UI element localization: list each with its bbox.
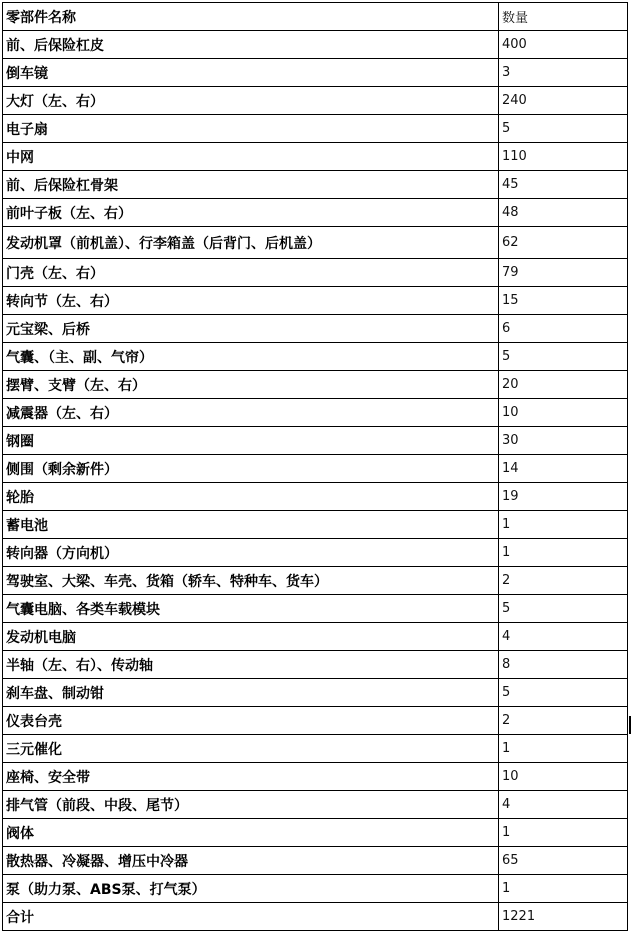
table-row (3, 567, 628, 595)
part-name-cell: 摆臂、支臂（左、右） (3, 371, 499, 399)
quantity-cell: 400 (499, 31, 628, 59)
part-name-cell: 蓄电池 (3, 511, 499, 539)
part-name-cell: 仪表台壳 (3, 707, 499, 735)
table-row (3, 143, 628, 171)
part-name-cell: 散热器、冷凝器、增压中冷器 (3, 847, 499, 875)
quantity-cell: 6 (499, 315, 628, 343)
table-row (3, 171, 628, 199)
table-row (3, 31, 628, 59)
part-name-cell: 转向器（方向机） (3, 539, 499, 567)
part-name-cell: 轮胎 (3, 483, 499, 511)
quantity-cell: 5 (499, 343, 628, 371)
parts-table-body (3, 3, 628, 931)
part-name-cell: 前叶子板（左、右） (3, 199, 499, 227)
part-name-cell: 三元催化 (3, 735, 499, 763)
quantity-cell: 110 (499, 143, 628, 171)
quantity-cell: 62 (499, 227, 628, 259)
table-row (3, 59, 628, 87)
quantity-cell: 1221 (499, 903, 628, 931)
part-name-cell: 门壳（左、右） (3, 259, 499, 287)
table-row (3, 483, 628, 511)
table-row (3, 847, 628, 875)
quantity-cell: 45 (499, 171, 628, 199)
table-row (3, 651, 628, 679)
part-name-cell: 刹车盘、制动钳 (3, 679, 499, 707)
quantity-cell: 48 (499, 199, 628, 227)
part-name-cell: 发动机罩（前机盖）、行李箱盖（后背门、后机盖） (3, 227, 499, 259)
quantity-cell: 10 (499, 399, 628, 427)
table-row (3, 115, 628, 143)
table-row (3, 707, 628, 735)
part-name-cell: 排气管（前段、中段、尾节） (3, 791, 499, 819)
part-name-cell: 钢圈 (3, 427, 499, 455)
quantity-cell: 19 (499, 483, 628, 511)
table-row (3, 595, 628, 623)
table-row (3, 199, 628, 227)
table-row (3, 287, 628, 315)
table-row (3, 763, 628, 791)
quantity-cell: 1 (499, 735, 628, 763)
table-row (3, 735, 628, 763)
header-part-name: 零部件名称 (3, 3, 499, 31)
quantity-cell: 240 (499, 87, 628, 115)
quantity-cell: 5 (499, 595, 628, 623)
part-name-cell: 侧围（剩余新件） (3, 455, 499, 483)
part-name-cell: 阀体 (3, 819, 499, 847)
table-row (3, 791, 628, 819)
table-row (3, 623, 628, 651)
quantity-cell: 79 (499, 259, 628, 287)
quantity-cell: 15 (499, 287, 628, 315)
table-row (3, 399, 628, 427)
part-name-cell: 气囊电脑、各类车载模块 (3, 595, 499, 623)
quantity-cell: 8 (499, 651, 628, 679)
quantity-cell: 5 (499, 115, 628, 143)
part-name-cell: 半轴（左、右）、传动轴 (3, 651, 499, 679)
header-quantity: 数量 (499, 3, 628, 31)
part-name-cell: 元宝梁、后桥 (3, 315, 499, 343)
part-name-cell: 泵（助力泵、ABS泵、打气泵） (3, 875, 499, 903)
part-name-cell: 大灯（左、右） (3, 87, 499, 115)
part-name-cell: 前、后保险杠皮 (3, 31, 499, 59)
table-header-row (3, 3, 628, 31)
quantity-cell: 14 (499, 455, 628, 483)
table-row (3, 903, 628, 931)
table-row (3, 87, 628, 115)
quantity-cell: 1 (499, 819, 628, 847)
part-name-cell: 倒车镜 (3, 59, 499, 87)
quantity-cell: 2 (499, 707, 628, 735)
part-name-cell: 发动机电脑 (3, 623, 499, 651)
quantity-cell: 1 (499, 511, 628, 539)
part-name-cell: 中网 (3, 143, 499, 171)
table-row (3, 875, 628, 903)
quantity-cell: 20 (499, 371, 628, 399)
table-row (3, 455, 628, 483)
parts-table (2, 2, 628, 931)
quantity-cell: 10 (499, 763, 628, 791)
part-name-cell: 前、后保险杠骨架 (3, 171, 499, 199)
table-row (3, 819, 628, 847)
part-name-cell: 合计 (3, 903, 499, 931)
table-row (3, 427, 628, 455)
table-row (3, 679, 628, 707)
quantity-cell: 30 (499, 427, 628, 455)
table-row (3, 371, 628, 399)
quantity-cell: 1 (499, 875, 628, 903)
part-name-cell: 气囊、（主、副、气帘） (3, 343, 499, 371)
part-name-cell: 电子扇 (3, 115, 499, 143)
quantity-cell: 5 (499, 679, 628, 707)
part-name-cell: 减震器（左、右） (3, 399, 499, 427)
quantity-cell: 3 (499, 59, 628, 87)
table-row (3, 343, 628, 371)
part-name-cell: 转向节（左、右） (3, 287, 499, 315)
quantity-cell: 2 (499, 567, 628, 595)
edge-mark (629, 716, 631, 734)
quantity-cell: 65 (499, 847, 628, 875)
table-row (3, 259, 628, 287)
table-row (3, 511, 628, 539)
part-name-cell: 驾驶室、大梁、车壳、货箱（轿车、特种车、货车） (3, 567, 499, 595)
quantity-cell: 1 (499, 539, 628, 567)
table-row (3, 227, 628, 259)
part-name-cell: 座椅、安全带 (3, 763, 499, 791)
quantity-cell: 4 (499, 791, 628, 819)
quantity-cell: 4 (499, 623, 628, 651)
table-row (3, 539, 628, 567)
table-row (3, 315, 628, 343)
